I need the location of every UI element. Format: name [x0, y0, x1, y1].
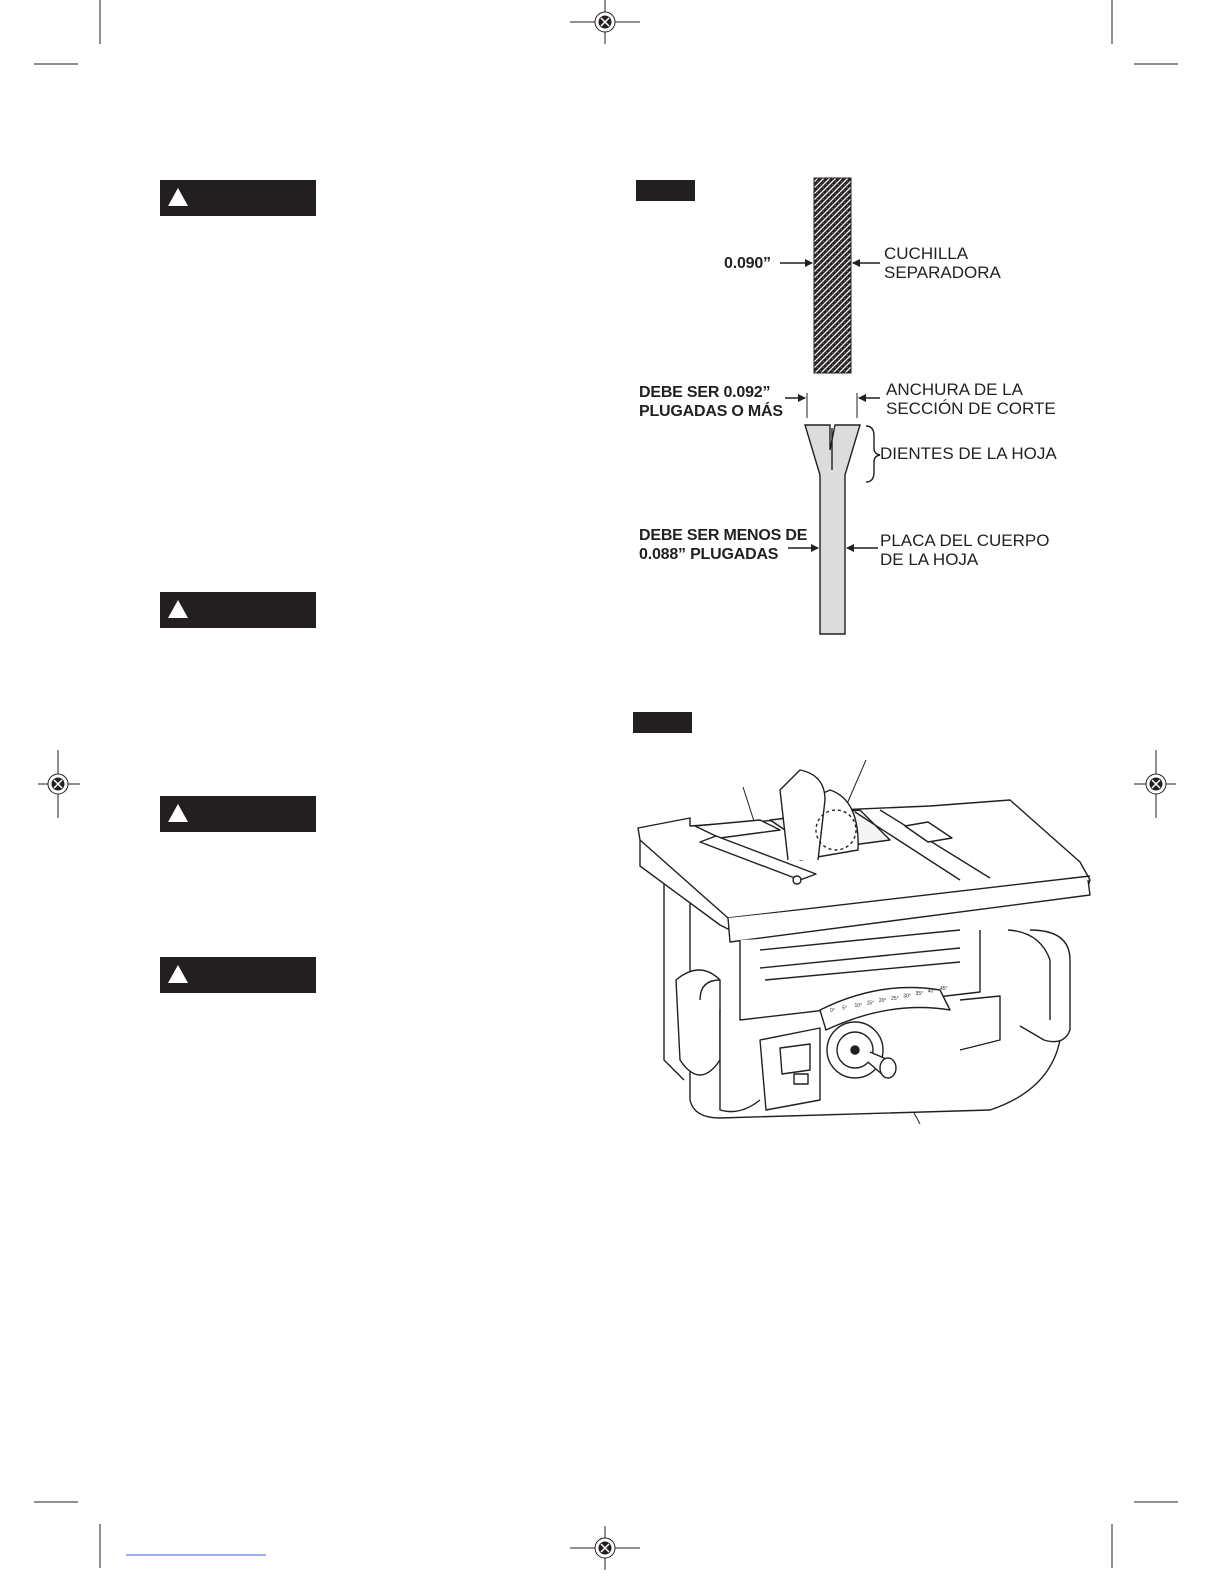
body-requirement-line1: DEBE SER MENOS DE	[639, 527, 808, 544]
riving-knife-shape	[780, 770, 825, 860]
body-requirement-line2: 0.088” PLUGADAS	[639, 546, 779, 563]
bevel-scale-tick: 25°	[891, 995, 899, 1002]
bevel-scale-tick: 15°	[866, 1000, 875, 1007]
teeth-label: DIENTES DE LA HOJA	[880, 444, 1057, 463]
bevel-scale-tick: 5°	[842, 1005, 848, 1012]
riving-knife-label-line2: SEPARADORA	[884, 263, 1001, 282]
body-label-line1: PLACA DEL CUERPO	[880, 531, 1050, 550]
kerf-label-line1: ANCHURA DE LA	[886, 380, 1023, 399]
riving-knife-label-line1: CUCHILLA	[884, 244, 969, 263]
bevel-scale-tick: 35°	[915, 990, 924, 997]
body-label-line2: DE LA HOJA	[880, 550, 979, 569]
bevel-scale-tick: 10°	[854, 1003, 863, 1010]
bevel-scale-tick: 0°	[830, 1008, 835, 1014]
bevel-scale-tick: 45°	[940, 986, 948, 992]
bevel-scale-tick: 40°	[927, 988, 936, 995]
kerf-requirement-line1: DEBE SER 0.092”	[639, 384, 771, 401]
bevel-scale-tick: 20°	[878, 998, 887, 1005]
kerf-requirement-line2: PLUGADAS O MÁS	[639, 403, 783, 420]
bevel-scale-tick: 30°	[903, 993, 911, 1000]
riving-knife-thickness-label: 0.090”	[724, 255, 771, 272]
kerf-label-line2: SECCIÓN DE CORTE	[886, 399, 1056, 418]
